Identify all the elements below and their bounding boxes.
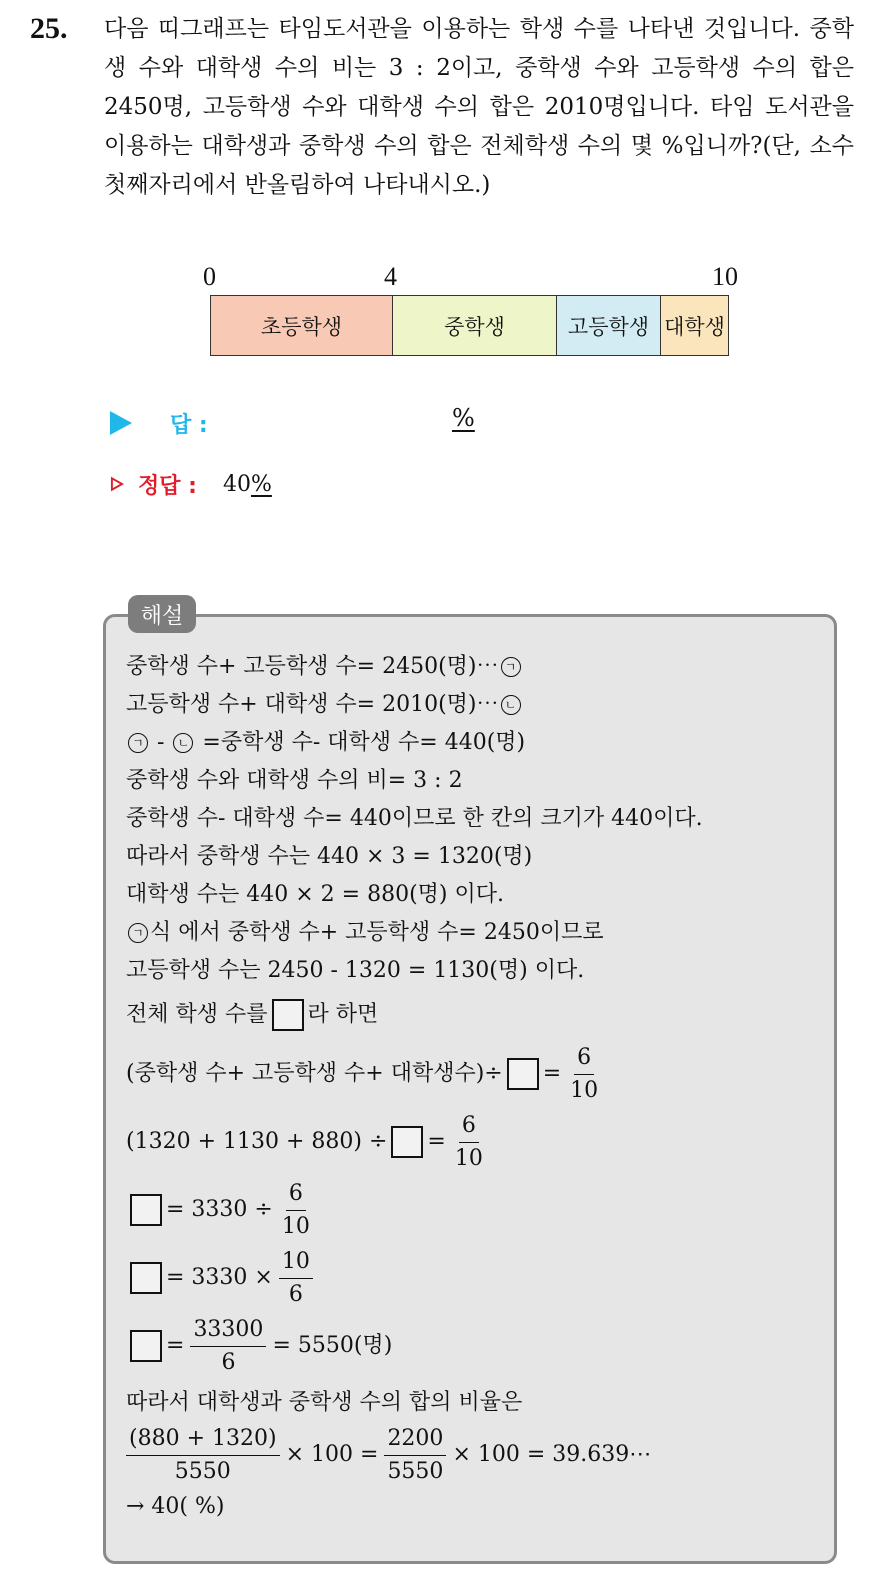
segment-university: 대학생 bbox=[661, 296, 728, 355]
expl-line-8: ㄱ 식 에서 중학생 수+ 고등학생 수= 2450이므로 bbox=[126, 914, 826, 952]
correct-unit: % bbox=[250, 471, 272, 497]
answer-unit: % bbox=[452, 404, 475, 432]
fraction: $\frac{6}{10}$ bbox=[281, 1181, 310, 1239]
expl-line-4: 중학생 수와 대학생 수의 비= 3 : 2 bbox=[126, 768, 463, 793]
blank-box bbox=[130, 1194, 162, 1226]
question-text: 다음 띠그래프는 타임도서관을 이용하는 학생 수를 나타낸 것입니다. 중학생 수와 대학생 수의 비는 3 : 2이고, 중학생 수와 고등학생 수의 합은 2450명, 고등학생 수와 대학생 수의 합은 2010명입니다. 타임 도서관을 이용하는 대학생과 중학생 수의 합은 전체학생 수의 몇 %입니까?(단, 소수첫째자리에서 반올림하여 나타내시오.) bbox=[104, 16, 854, 198]
expl-line-3: ㄱ - ㄴ =중학생 수- 대학생 수= 440(명) bbox=[126, 724, 826, 762]
expl-eq5: = $\frac{33300}{6}$ = 5550(명) bbox=[126, 1312, 826, 1380]
fraction: $\frac{2200}{5550}$ bbox=[384, 1426, 446, 1484]
fraction: $\frac{(880 + 1320)}{5550}$ bbox=[126, 1426, 280, 1484]
scale-label-4: 4 bbox=[384, 262, 397, 291]
expl-eq2: (1320 + 1130 + 880) ÷ = $\frac{6}{10}$ bbox=[126, 1108, 826, 1176]
expl-final: → 40( %) bbox=[126, 1494, 225, 1519]
expl-eq4: = 3330 × $\frac{10}{6}$ bbox=[126, 1244, 826, 1312]
blank-box bbox=[272, 999, 304, 1031]
expl-total-line: 전체 학생 수를 라 하면 bbox=[126, 990, 826, 1040]
correct-row bbox=[110, 466, 272, 502]
segment-middle: 중학생 bbox=[393, 296, 557, 355]
circle-giyeok-icon: ㄱ bbox=[501, 657, 521, 677]
circle-giyeok-icon: ㄱ bbox=[128, 923, 148, 943]
fraction: $\frac{10}{6}$ bbox=[279, 1249, 313, 1307]
expl-ratio-eq: $\frac{(880 + 1320)}{5550}$ × 100 = $\frac{2200}{5550}$ × 100 = 39.639⋯ bbox=[126, 1422, 826, 1488]
question-number: 25. bbox=[30, 12, 68, 45]
scale-label-0: 0 bbox=[203, 262, 216, 291]
expl-ratio-text: 따라서 대학생과 중학생 수의 합의 비율은 bbox=[126, 1390, 523, 1415]
answer-label: 답 : bbox=[170, 412, 208, 438]
expl-line-7: 대학생 수는 440 × 2 = 880(명) 이다. bbox=[126, 882, 504, 907]
circle-giyeok-icon: ㄱ bbox=[128, 733, 148, 753]
expl-line-9: 고등학생 수는 2450 - 1320 = 1130(명) 이다. bbox=[126, 958, 585, 983]
fraction: $\frac{33300}{6}$ bbox=[190, 1317, 266, 1375]
answer-row bbox=[110, 405, 208, 441]
blank-box bbox=[130, 1262, 162, 1294]
expl-line-1: 중학생 수+ 고등학생 수= 2450(명)⋯ ㄱ bbox=[126, 648, 826, 686]
circle-nieun-icon: ㄴ bbox=[501, 695, 521, 715]
segment-elementary: 초등학생 bbox=[211, 296, 393, 355]
explanation-tab: 해설 bbox=[128, 595, 196, 633]
expl-line-6: 따라서 중학생 수는 440 × 3 = 1320(명) bbox=[126, 844, 533, 869]
expl-eq1: (중학생 수+ 고등학생 수+ 대학생수)÷ = $\frac{6}{10}$ bbox=[126, 1040, 826, 1108]
expl-eq3: = 3330 ÷ $\frac{6}{10}$ bbox=[126, 1176, 826, 1244]
expl-line-5: 중학생 수- 대학생 수= 440이므로 한 칸의 크기가 440이다. bbox=[126, 806, 703, 831]
correct-value: 40% bbox=[222, 471, 272, 497]
fraction: $\frac{6}{10}$ bbox=[454, 1113, 483, 1171]
circle-nieun-icon: ㄴ bbox=[173, 733, 193, 753]
blank-box bbox=[507, 1058, 539, 1090]
explanation-content bbox=[126, 648, 826, 1526]
blank-box bbox=[391, 1126, 423, 1158]
scale-label-10: 10 bbox=[712, 262, 738, 291]
correct-label: 정답 : bbox=[138, 473, 197, 499]
fraction: $\frac{6}{10}$ bbox=[570, 1045, 599, 1103]
play-triangle-icon bbox=[110, 411, 132, 435]
outline-triangle-icon bbox=[110, 475, 124, 493]
segment-high: 고등학생 bbox=[557, 296, 661, 355]
blank-box bbox=[130, 1330, 162, 1362]
band-graph bbox=[210, 295, 729, 356]
expl-line-2: 고등학생 수+ 대학생 수= 2010(명)⋯ ㄴ bbox=[126, 686, 826, 724]
